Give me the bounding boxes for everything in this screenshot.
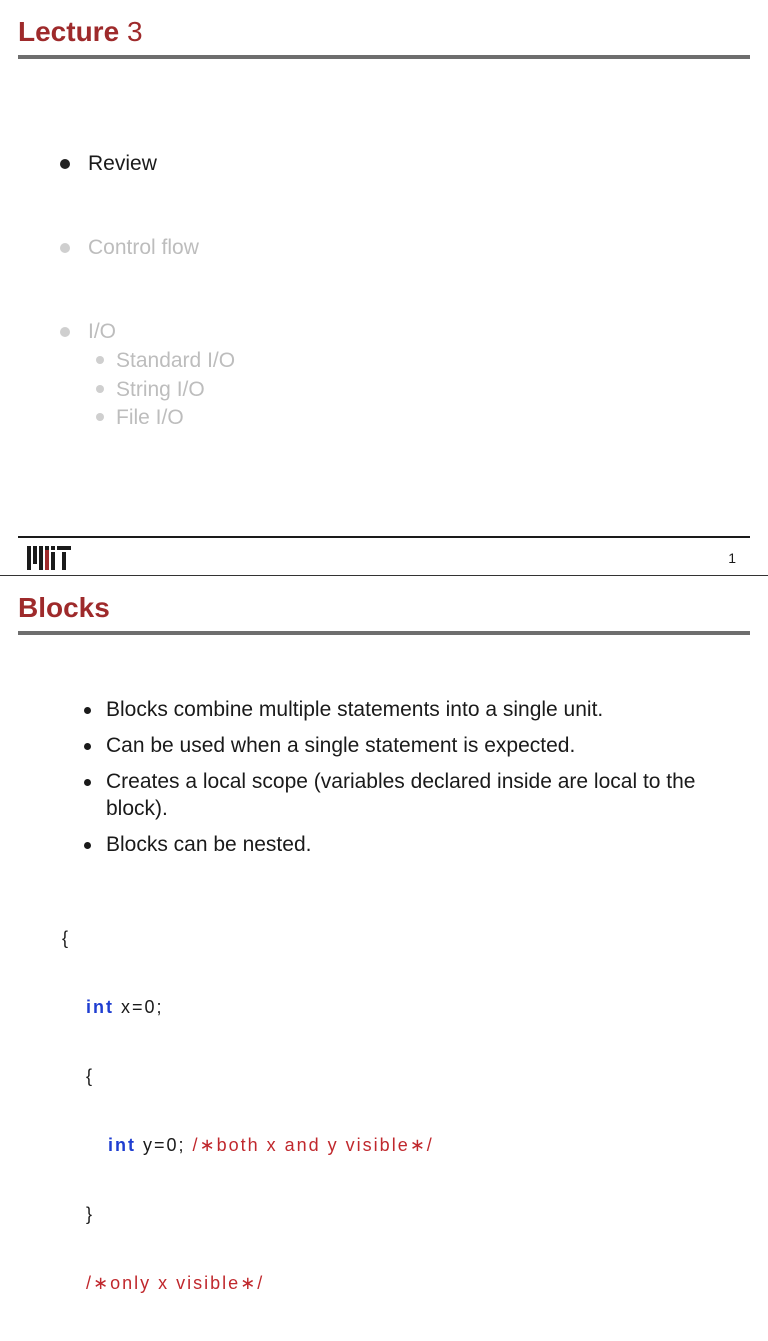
bullet-text: Can be used when a single statement is expected. xyxy=(106,734,576,757)
slide-title xyxy=(18,14,143,50)
bullet-icon xyxy=(84,743,91,750)
bullet-icon xyxy=(60,327,70,337)
bullet-item xyxy=(84,831,724,858)
bullet-list xyxy=(84,696,724,867)
outline-label: Review xyxy=(88,152,157,175)
title-rule xyxy=(18,631,750,635)
bullet-icon xyxy=(84,707,91,714)
code-line xyxy=(62,1134,434,1157)
code-comment: /∗both x and y visible∗/ xyxy=(192,1135,434,1155)
sub-bullet-icon xyxy=(96,385,104,393)
code-line xyxy=(62,1065,434,1088)
code-keyword: int xyxy=(86,997,114,1017)
bullet-item xyxy=(84,696,724,723)
bullet-text: Creates a local scope (variables declared inside are local to the block). xyxy=(106,770,696,820)
title-number: 3 xyxy=(126,16,143,47)
code-text: y=0; xyxy=(136,1135,193,1155)
mit-logo-icon xyxy=(27,546,75,570)
bullet-icon xyxy=(84,842,91,849)
bullet-item xyxy=(84,732,724,759)
code-text: x=0; xyxy=(114,997,164,1017)
code-block xyxy=(62,881,434,1341)
page-number: 1 xyxy=(728,550,736,566)
slide-1 xyxy=(0,0,768,576)
code-comment: /∗only x visible∗/ xyxy=(86,1273,265,1293)
code-brace: } xyxy=(86,1204,95,1224)
code-line xyxy=(62,927,434,950)
bullet-item xyxy=(84,768,724,822)
code-brace: { xyxy=(86,1066,95,1086)
code-keyword: int xyxy=(108,1135,136,1155)
bullet-text: Blocks can be nested. xyxy=(106,833,312,856)
footer-rule xyxy=(18,536,750,538)
title-word: Lecture xyxy=(18,16,120,47)
bullet-icon xyxy=(60,159,70,169)
bullet-text: Blocks combine multiple statements into a single unit. xyxy=(106,698,604,721)
outline-label: I/O xyxy=(88,320,117,343)
code-line xyxy=(62,1203,434,1226)
title-rule xyxy=(18,55,750,59)
code-line xyxy=(62,996,434,1019)
sub-label: File I/O xyxy=(116,406,184,429)
outline-label: Control flow xyxy=(88,236,199,259)
sub-label: String I/O xyxy=(116,377,205,401)
bullet-icon xyxy=(60,243,70,253)
bullet-icon xyxy=(84,779,91,786)
slide-title: Blocks xyxy=(18,592,110,623)
sub-label: Standard I/O xyxy=(116,349,236,372)
slide-2 xyxy=(0,576,768,1293)
code-line xyxy=(62,1272,434,1295)
sub-bullet-icon xyxy=(96,356,104,364)
sub-bullet-icon xyxy=(96,413,104,421)
code-brace: { xyxy=(62,928,71,948)
